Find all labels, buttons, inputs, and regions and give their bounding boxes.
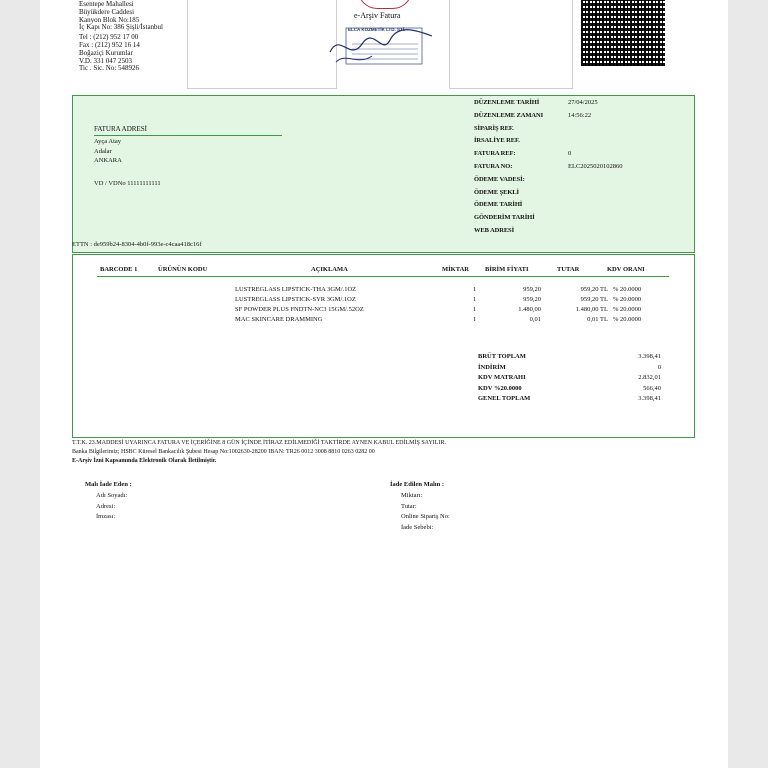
info-label: WEB ADRESİ — [474, 226, 514, 234]
seller-line: Tic . Sic. No: 548926 — [79, 64, 140, 73]
cell-price: 959,20 — [523, 296, 541, 303]
return-field: Miktarı: — [401, 492, 423, 499]
buyer-district: Adalar — [94, 148, 112, 155]
col-description: AÇIKLAMA — [311, 266, 348, 273]
cell-vat: % 20.0000 — [613, 286, 642, 293]
seller-line: Fax : (212) 952 16 14 — [79, 40, 140, 49]
info-label: FATURA NO: — [474, 162, 513, 170]
items-section — [72, 254, 695, 438]
buyer-tax-id: VD / VDNo 11111111111 — [94, 180, 161, 187]
return-field: Adı Soyadı: — [96, 492, 128, 499]
total-label: KDV MATRAHI — [478, 374, 526, 381]
buyer-title-underline — [94, 135, 282, 136]
col-vat-rate: KDV ORANI — [607, 266, 645, 273]
info-label: ÖDEME ŞEKLİ — [474, 188, 519, 196]
return-field: Adresi: — [96, 502, 116, 510]
info-value: ELC2025020102860 — [568, 162, 623, 170]
seller-line: V.D. 331 047 2503 — [79, 56, 132, 65]
info-value: 0 — [568, 150, 572, 158]
seller-address — [79, 1, 163, 73]
info-label: İRSALİYE REF. — [474, 137, 520, 145]
info-value — [568, 187, 623, 200]
table-row — [73, 286, 694, 296]
cell-desc: MAC SKINCARE DRAMMING — [235, 316, 323, 323]
total-value: 2.832,01 — [638, 374, 661, 381]
return-right-title: İade Edilen Malın : — [390, 481, 444, 488]
info-value — [568, 225, 623, 238]
total-label: İNDİRİM — [478, 363, 506, 371]
col-barcode: BARCODE 1 — [100, 266, 138, 273]
total-value: 3.398,41 — [638, 395, 661, 402]
col-unit-price: BİRİM FİYATI — [485, 266, 529, 273]
info-label: ÖDEME VADESİ: — [474, 175, 525, 183]
invoice-info-values — [568, 97, 623, 238]
seller-line: Esentepe Mahallesi — [79, 0, 134, 8]
info-label: DÜZENLEME ZAMANI — [474, 111, 544, 119]
buyer-name: Ayça Atay — [94, 138, 122, 145]
info-value — [568, 212, 623, 225]
cell-total: 959,20 TL — [580, 296, 608, 303]
items-header-underline — [97, 276, 669, 277]
cell-price: 1.480,00 — [518, 306, 541, 313]
seller-line: Kanyon Blok No:185 — [79, 15, 140, 24]
table-row — [73, 296, 694, 306]
return-right-fields — [401, 491, 450, 533]
bank-info: Banka Bilgilerimiz; HSBC Küresel Bankacılık Şubesi Hesap No:1002630-28200 IBAN: TR26 0012 3008 8810 0263 0282 00 — [72, 449, 375, 455]
info-label: FATURA REF: — [474, 150, 516, 158]
cell-desc: SF POWDER PLUS FNDTN-NC3 15GM/.52OZ — [235, 306, 364, 313]
info-value — [568, 123, 623, 136]
info-value: 14:56:22 — [568, 111, 592, 119]
col-product-code: ÜRÜNÜN KODU — [158, 266, 208, 273]
info-value — [568, 174, 623, 187]
seller-line: Büyükdere Caddesi — [79, 7, 135, 16]
totals-labels — [478, 352, 530, 405]
cell-vat: % 20.0000 — [613, 296, 642, 303]
cell-total: 1.480,00 TL — [575, 306, 608, 313]
cell-qty: 1 — [473, 306, 477, 313]
cell-total: 0,01 TL — [587, 316, 608, 323]
qr-code — [581, 0, 665, 66]
col-quantity: MİKTAR — [442, 266, 469, 273]
buyer-city: ANKARA — [94, 157, 122, 164]
info-label: DÜZENLEME TARİHİ — [474, 99, 540, 106]
totals-values — [593, 352, 661, 405]
info-label: GÖNDERİM TARİHİ — [474, 214, 535, 222]
gib-logo — [358, 0, 412, 9]
return-field: Online Sipariş No: — [401, 513, 450, 520]
total-value: 566,40 — [643, 384, 661, 392]
return-left-title: Malı İade Eden : — [85, 481, 132, 488]
cell-qty: 1 — [473, 316, 477, 323]
info-value — [568, 135, 623, 148]
cell-qty: 1 — [473, 286, 477, 293]
invoice-info-labels — [474, 97, 543, 238]
invoice-page — [40, 0, 728, 768]
info-value — [568, 199, 623, 212]
col-total: TUTAR — [557, 266, 580, 273]
seller-line: Boğaziçi Kurumlar — [79, 48, 133, 57]
header-frame-right — [449, 0, 573, 89]
table-row — [73, 316, 694, 326]
seller-line: İç Kapı No: 386 Şişli/İstanbul — [79, 23, 163, 32]
buyer-address-title: FATURA ADRESİ — [94, 125, 147, 133]
cell-desc: LUSTREGLASS LIPSTICK-THA 3GM/.1OZ — [235, 286, 357, 293]
total-value: 3.398,41 — [638, 353, 661, 360]
cell-price: 959,20 — [523, 286, 541, 293]
total-value: 0 — [657, 363, 661, 371]
info-label: SİPARİŞ REF. — [474, 124, 514, 132]
info-label: ÖDEME TARİHİ — [474, 201, 523, 209]
cell-desc: LUSTREGLASS LIPSTICK-SYR 3GM/.1OZ — [235, 296, 356, 303]
invoice-info-section — [72, 95, 695, 253]
total-label: BRÜT TOPLAM — [478, 353, 526, 360]
cell-vat: % 20.0000 — [613, 316, 642, 323]
e-archive-note: E-Arşiv İzni Kapsamında Elektronik Olarak İletilmiştir. — [72, 458, 217, 464]
info-value: 27/04/2025 — [568, 99, 598, 106]
total-label: GENEL TOPLAM — [478, 395, 531, 402]
cell-qty: 1 — [473, 296, 477, 303]
legal-notice: T.T.K. 23.MADDESİ UYARINCA FATURA VE İÇERİĞİNE 8 GÜN İÇİNDE İTİRAZ EDİLMEDİĞİ TAKTİRDE AYNEN KABUL EDİLMİŞ SAYILIR. — [72, 440, 446, 446]
return-field: İmzası: — [96, 513, 116, 520]
document-type: e-Arşiv Fatura — [354, 11, 401, 20]
cell-vat: % 20.0000 — [613, 306, 642, 313]
return-field: İade Sebebi: — [401, 523, 434, 531]
return-left-fields — [96, 491, 127, 523]
ettn: ETTN : de959b24-8304-4b0f-993e-c4caa418c16f — [72, 241, 202, 248]
cell-price: 0,01 — [529, 316, 541, 323]
total-label: KDV %20.0000 — [478, 384, 522, 392]
table-row — [73, 306, 694, 316]
return-field: Tutar: — [401, 502, 417, 510]
stamp-company-name: ELCA KOZMETİK LTD. ŞTİ. — [348, 27, 406, 32]
header-frame-left — [187, 0, 337, 89]
seller-line: Tel : (212) 952 17 00 — [79, 33, 139, 42]
cell-total: 959,20 TL — [580, 286, 608, 293]
